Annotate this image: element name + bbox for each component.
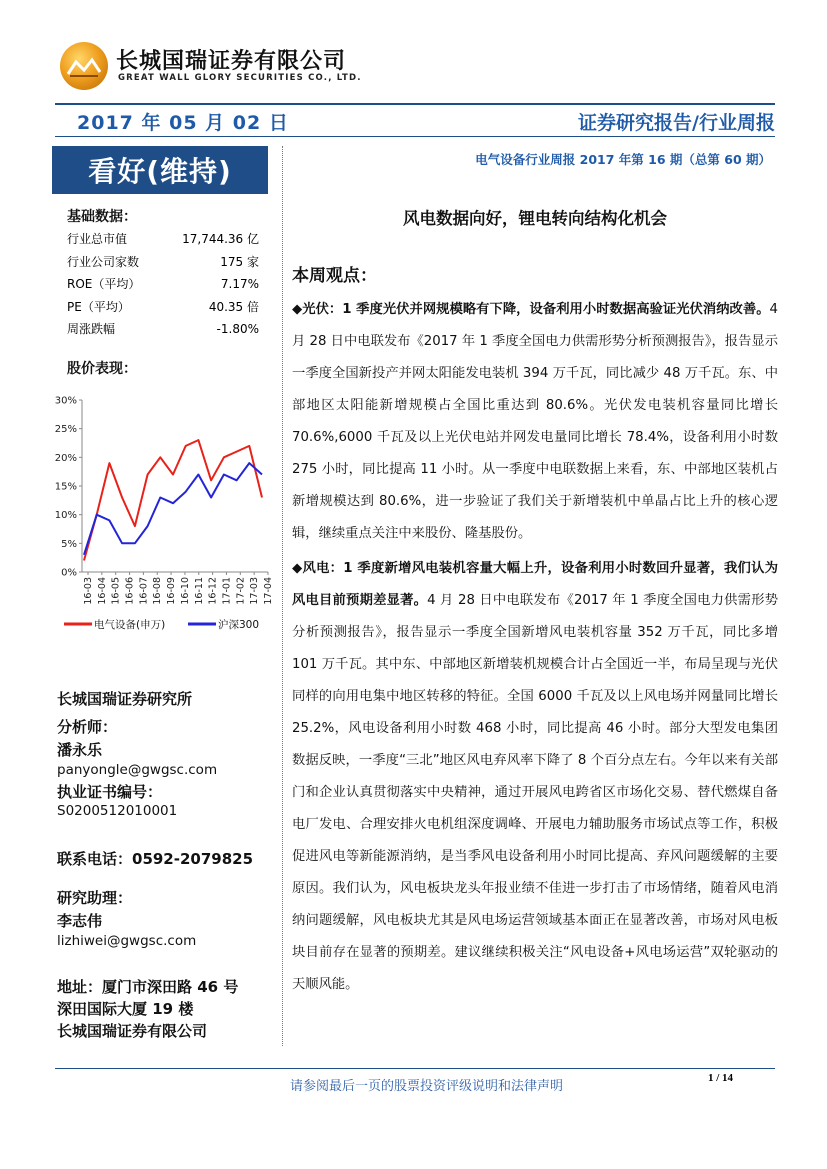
- x-tick-label: 16-10: [179, 577, 191, 605]
- x-tick-label: 16-07: [138, 577, 150, 605]
- metric-row: [67, 296, 259, 319]
- header-divider-lower: [55, 136, 775, 137]
- price-chart: [52, 390, 274, 640]
- company-name-en: GREAT WALL GLORY SECURITIES CO., LTD.: [118, 73, 362, 83]
- cert-label: 执业证书编号：: [57, 783, 163, 801]
- address-line: 地址：厦门市深田路 46 号: [57, 978, 239, 996]
- company-name-cn: 长城国瑞证券有限公司: [116, 49, 347, 74]
- legend-label: 电气设备(申万): [94, 619, 166, 631]
- basic-data-title: 基础数据：: [67, 209, 137, 225]
- great-wall-icon: [66, 54, 102, 78]
- x-tick-label: 17-01: [221, 577, 233, 605]
- metric-value: 175 家: [220, 254, 259, 269]
- metric-value: 7.17%: [220, 277, 259, 291]
- metric-label: ROE（平均）: [67, 277, 141, 291]
- analyst-name: 潘永乐: [57, 741, 103, 759]
- y-tick-label: 5%: [61, 538, 77, 550]
- x-tick-label: 17-02: [235, 577, 247, 605]
- y-tick-label: 20%: [54, 452, 77, 464]
- wind-body: 4 月 28 日中电联发布《2017 年 1 季度全国电力供需形势分析预测报告》，报告显示一季度全国新增风电装机容量 352 万千瓦，同比多增 101 万千瓦。其中东、中部地区新增装机规模合计占全国近一半，布局呈现与光伏同样的向用电集中地区转移的特征。全国 6000 千瓦及以上风电场并网量同比增长 25.2%，风电设备利用小时数 468 小时，同比提高 46 小时。部分大型发电集团数据反映，一季度“三北”地区风电弃风率下降了 8 个百分点左右。今年以来有关部门和企业认真贯彻落实中央精神，通过开展风电跨省区市场化交易、替代燃煤自备电厂发电、合理安排火电机组深度调峰、开展电力辅助服务市场试点等工作，积极促进风电等新能源消纳，是当季风电设备利用小时同比提高、弃风问题缓解的主要原因。我们认为，风电板块龙头年报业绩不佳进一步打击了市场情绪，随着风电消纳问题缓解，风电板块尤其是风电场运营领域基本面正在显著改善，市场对风电板块目前存在显著的预期差。建议继续积极关注“风电设备+风电场运营”双轮驱动的天顺风能。: [292, 593, 779, 992]
- weekly-view-title: 本周观点：: [292, 266, 377, 286]
- metric-row: [67, 273, 259, 296]
- address-line: 深田国际大厦 19 楼: [57, 1000, 194, 1018]
- metric-row: [67, 318, 259, 341]
- metric-label: 行业总市值: [67, 232, 128, 246]
- cert-number: S0200512010001: [57, 803, 178, 819]
- metric-label: 行业公司家数: [67, 254, 140, 269]
- y-tick-label: 15%: [54, 481, 77, 493]
- x-tick-label: 17-04: [263, 577, 274, 605]
- metric-label: PE（平均）: [67, 299, 130, 314]
- wind-section: [292, 553, 778, 1001]
- basic-data-table: [67, 228, 259, 341]
- x-tick-label: 16-11: [193, 577, 205, 605]
- x-tick-label: 16-08: [152, 577, 164, 605]
- metric-value: -1.80%: [216, 322, 259, 336]
- x-tick-label: 16-03: [83, 577, 94, 605]
- x-tick-label: 16-09: [166, 577, 178, 605]
- price-performance-title: 股价表现：: [67, 361, 137, 377]
- rating-badge: 看好(维持): [52, 146, 268, 194]
- contact-phone: 联系电话：0592-2079825: [57, 850, 254, 868]
- column-divider: [282, 146, 283, 1046]
- analyst-label: 分析师：: [57, 718, 118, 736]
- x-tick-label: 16-05: [110, 577, 122, 605]
- metric-label: 周涨跌幅: [67, 322, 116, 336]
- x-tick-label: 17-03: [249, 577, 261, 605]
- y-tick-label: 25%: [54, 424, 77, 436]
- report-type: 证券研究报告/行业周报: [578, 112, 775, 134]
- y-tick-label: 30%: [54, 395, 77, 407]
- footer-divider: [55, 1068, 775, 1069]
- metric-row: [67, 228, 259, 251]
- wind-lead: ◆风电：1 季度新增风电装机容量大幅上升，设备利用小时数回升显著，我们认为风电目前预期差显著。: [292, 561, 778, 608]
- solar-lead: ◆光伏：1 季度光伏并网规模略有下降，设备利用小时数据高验证光伏消纳改善。: [292, 302, 770, 317]
- assistant-label: 研究助理：: [57, 889, 133, 907]
- x-tick-label: 16-04: [96, 577, 108, 605]
- report-title: 风电数据向好，锂电转向结构化机会: [403, 209, 667, 228]
- company-logo: [60, 42, 108, 90]
- x-tick-label: 16-06: [124, 577, 136, 605]
- header-divider: [55, 103, 775, 105]
- assistant-name: 李志伟: [57, 912, 103, 930]
- metric-value: 40.35 倍: [208, 299, 259, 314]
- x-tick-label: 16-12: [207, 577, 219, 605]
- series-line-2: [84, 463, 262, 555]
- analyst-email[interactable]: panyongle@gwgsc.com: [57, 762, 218, 778]
- address-line: 长城国瑞证券有限公司: [57, 1022, 208, 1040]
- disclaimer-link[interactable]: 请参阅最后一页的股票投资评级说明和法律声明: [290, 1079, 564, 1094]
- page-number: 1 / 14: [708, 1072, 734, 1084]
- issue-title: 电气设备行业周报 2017 年第 16 期（总第 60 期）: [475, 152, 771, 167]
- y-tick-label: 10%: [54, 510, 77, 522]
- solar-body: 4 月 28 日中电联发布《2017 年 1 季度全国电力供需形势分析预测报告》，报告显示一季度全国新投产并网太阳能发电装机 394 万千瓦，同比减少 48 万千瓦。东、中部地区太阳能新增规模占全国比重达到 80.6%。光伏发电装机容量同比增长 70.6%,6000 千瓦及以上光伏电站并网发电量同比增长 78.4%，设备利用小时数 275 小时，同比提高 11 小时。从一季度中电联数据上来看，东、中部地区装机占新增规模达到 80.6%，进一步验证了我们关于新增装机中单晶占比上升的核心逻辑，继续重点关注中来股份、隆基股份。: [292, 302, 778, 541]
- series-line-1: [84, 440, 262, 560]
- assistant-email[interactable]: lizhiwei@gwgsc.com: [57, 933, 197, 949]
- metric-value: 17,744.36 亿: [182, 232, 259, 246]
- report-date: 2017 年 05 月 02 日: [77, 112, 289, 134]
- institute-name: 长城国瑞证券研究所: [57, 690, 193, 708]
- legend-label: 沪深300: [218, 619, 260, 631]
- solar-section: [292, 294, 778, 550]
- metric-row: [67, 251, 259, 274]
- y-tick-label: 0%: [61, 567, 77, 579]
